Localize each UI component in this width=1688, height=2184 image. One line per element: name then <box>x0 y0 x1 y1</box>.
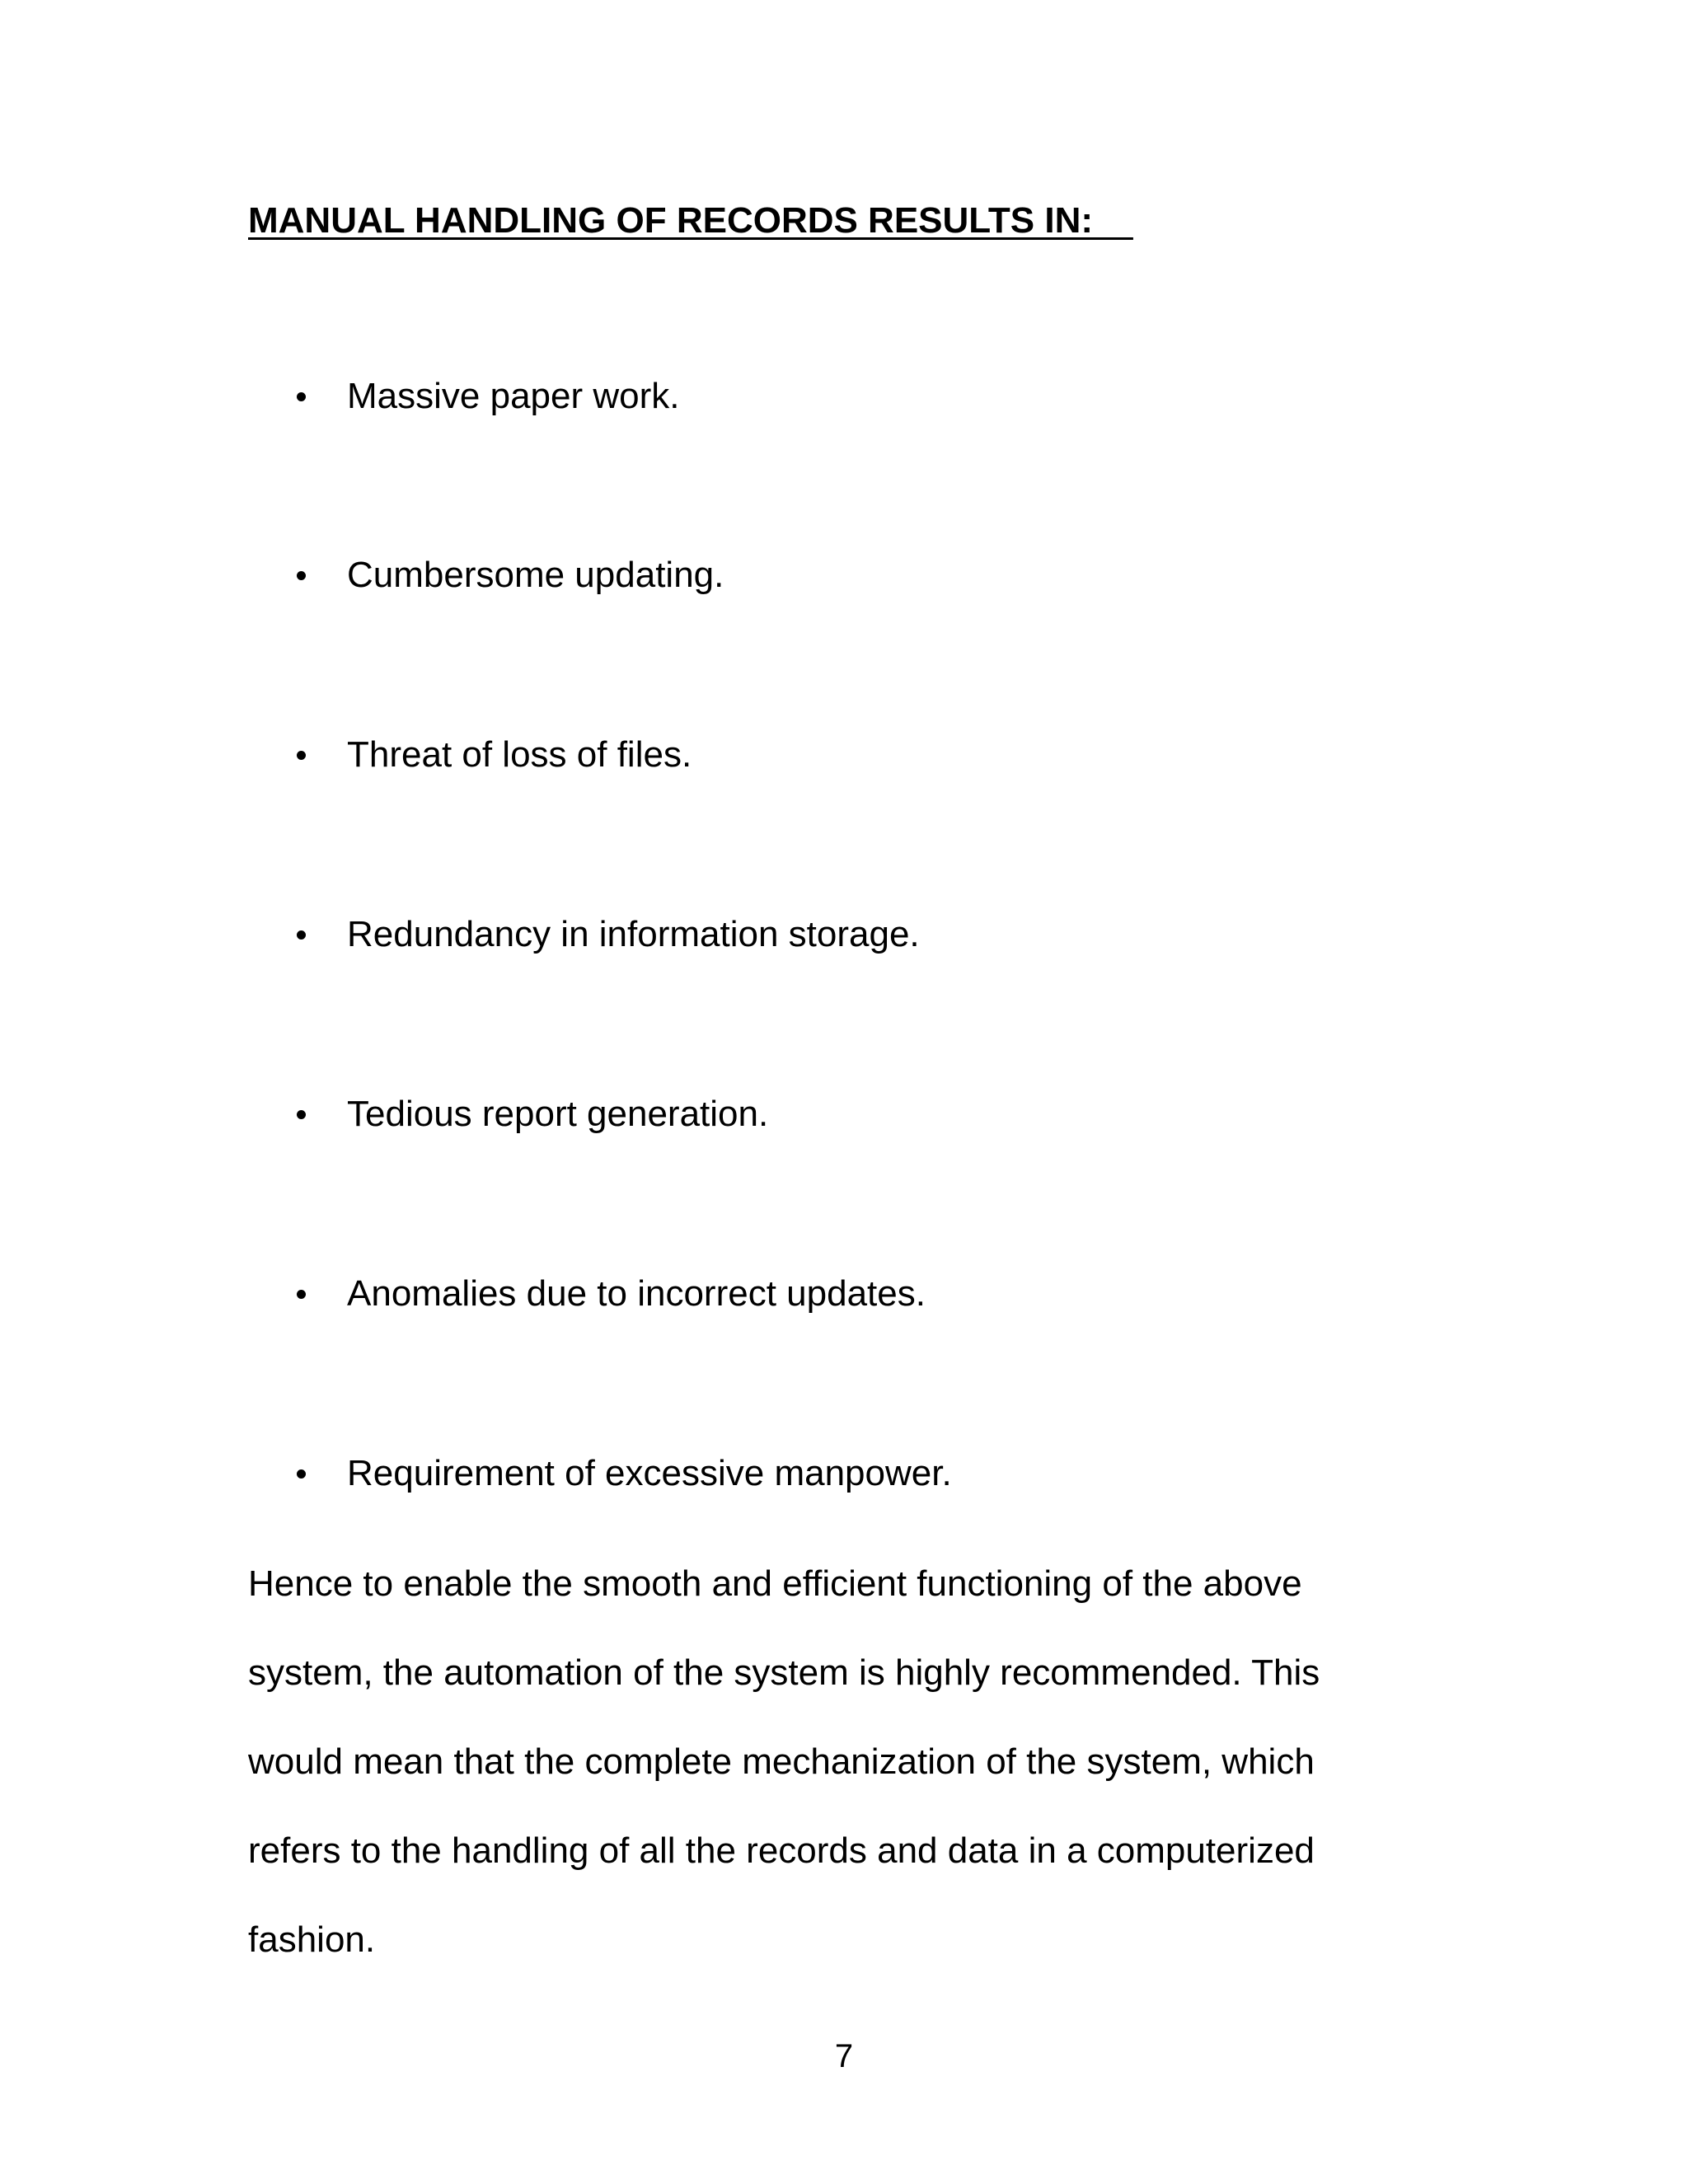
bullet-icon <box>297 930 306 940</box>
bullet-icon <box>297 1110 306 1119</box>
bullet-icon <box>297 1290 306 1299</box>
bullet-icon <box>297 751 306 760</box>
section-heading: MANUAL HANDLING OF RECORDS RESULTS IN: <box>248 200 1133 241</box>
list-item-text: Requirement of excessive manpower. <box>347 1453 952 1493</box>
paragraph-line: refers to the handling of all the records and data in a computerized <box>248 1830 1315 1871</box>
paragraph-line: Hence to enable the smooth and efficient functioning of the above <box>248 1563 1302 1604</box>
bullet-icon <box>297 1469 306 1479</box>
list-item-text: Anomalies due to incorrect updates. <box>347 1273 926 1314</box>
bullet-icon <box>297 571 306 580</box>
list-item-text: Tedious report generation. <box>347 1094 769 1134</box>
list-item-text: Redundancy in information storage. <box>347 914 920 954</box>
body-paragraph <box>248 1540 1443 1985</box>
bullet-icon <box>297 392 306 401</box>
paragraph-line: fashion. <box>248 1919 376 1960</box>
list-item-text: Cumbersome updating. <box>347 555 724 595</box>
paragraph-line: would mean that the complete mechanization of the system, which <box>248 1741 1315 1782</box>
list-item-text: Threat of loss of files. <box>347 734 692 775</box>
page-number: 7 <box>834 2038 854 2074</box>
paragraph-line: system, the automation of the system is highly recommended. This <box>248 1652 1320 1693</box>
list-item-text: Massive paper work. <box>347 376 680 416</box>
